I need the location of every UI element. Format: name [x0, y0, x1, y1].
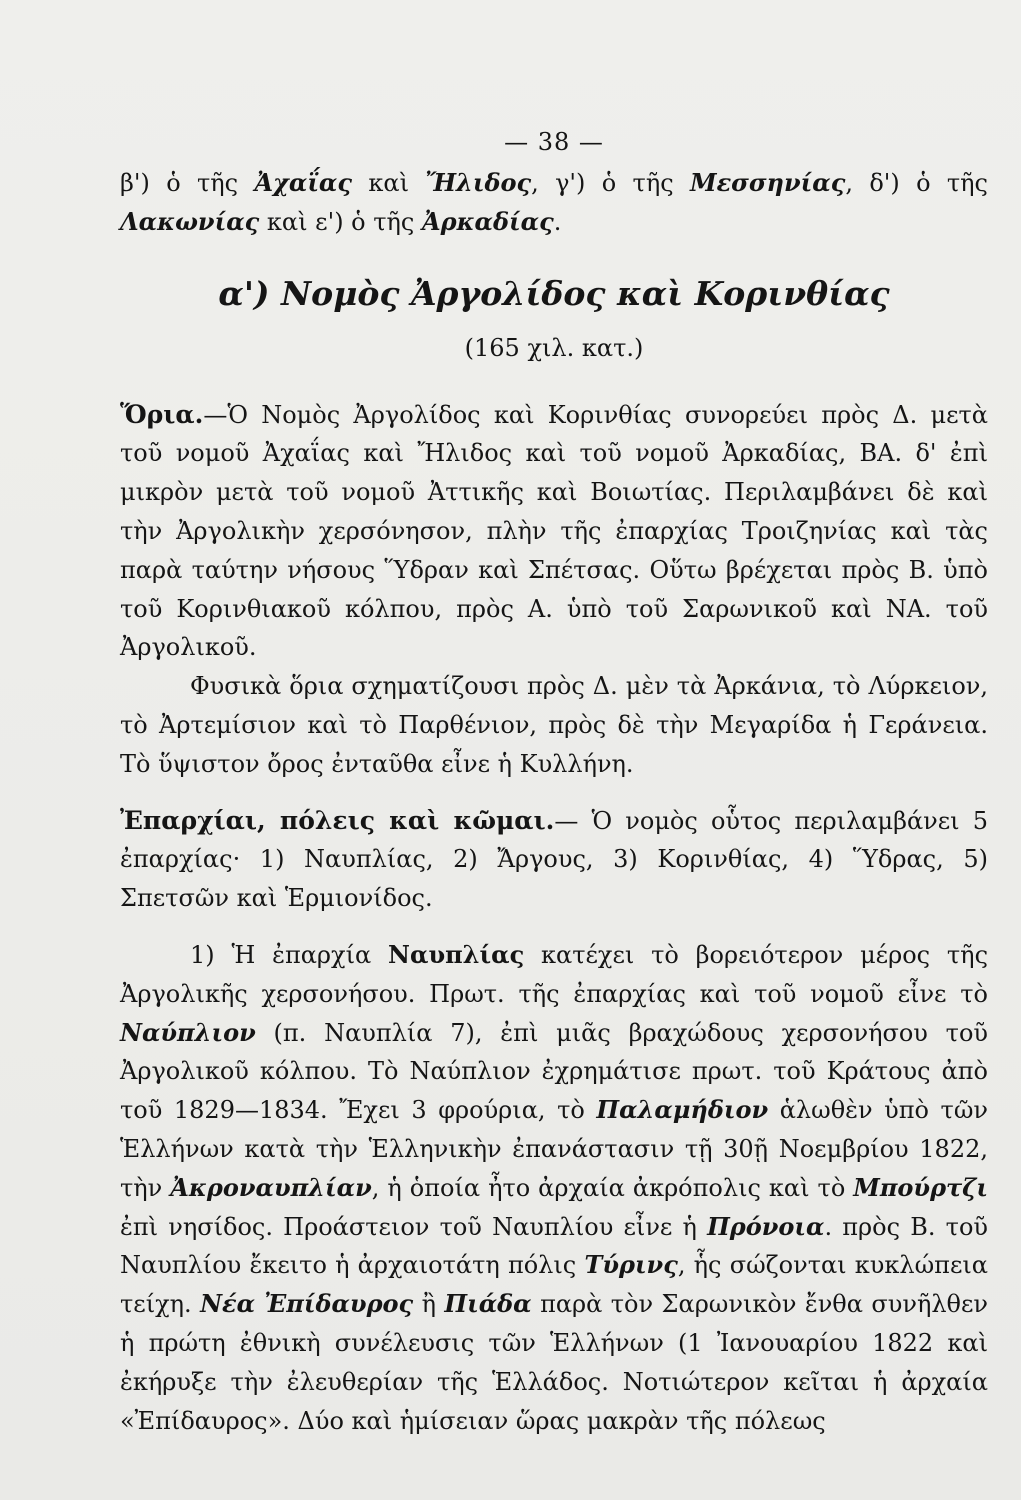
- intro-messinia: Μεσσηνίας: [690, 168, 846, 197]
- nafplia-text-9: ἢ: [413, 1290, 445, 1319]
- nafplia-text-2: κατέχει τὸ βορειότερον μέρος τῆς Ἀργολικῆς χερσονήσου. Πρωτ. τῆς ἐπαρχίας καὶ τοῦ νομοῦ εἶνε τὸ: [120, 940, 989, 1008]
- intro-text-5: καὶ ε') ὁ τῆς: [259, 207, 422, 236]
- intro-text-4: , δ') ὁ τῆς: [845, 169, 988, 197]
- page-content: [120, 120, 988, 1440]
- section-title: α') Νομὸς Ἀργολίδος καὶ Κορινθίας: [218, 273, 890, 313]
- natural-borders-paragraph: [120, 667, 988, 783]
- palamidion-name: Παλαμήδιον: [596, 1095, 769, 1125]
- provinces-paragraph: [120, 802, 988, 918]
- intro-lakonia: Λακωνίας: [120, 206, 260, 236]
- provinces-text: — Ὁ νομὸς οὗτος περιλαμβάνει 5 ἐπαρχίας· 1) Ναυπλίας, 2) Ἄργους, 3) Κορινθίας, 4) Ὕδρας, 5) Σπετσῶν καὶ Ἑρμιονίδος.: [120, 806, 989, 913]
- intro-achaia: Ἀχαΐας: [254, 168, 353, 197]
- borders-text: —Ὁ Νομὸς Ἀργολίδος καὶ Κορινθίας συνορεύει πρὸς Δ. μετὰ τοῦ νομοῦ Ἀχαΐας καὶ Ἤλιδος καὶ τοῦ νομοῦ Ἀρκαδίας, ΒΑ. δ' ἐπὶ μικρὸν μετὰ τοῦ νομοῦ Ἀττικῆς καὶ Βοιωτίας. Περιλαμβάνει δὲ καὶ τὴν Ἀργολικὴν χερσόνησον, πλὴν τῆς ἐπαρχίας Τροιζηνίας καὶ τὰς παρὰ ταύτην νήσους Ὕδραν καὶ Σπέτσας. Οὕτω βρέχεται πρὸς Β. ὑπὸ τοῦ Κορινθιακοῦ κόλπου, πρὸς Α. ὑπὸ τοῦ Σαρωνικοῦ καὶ ΝΑ. τοῦ Ἀργολικοῦ.: [120, 400, 988, 662]
- intro-text-2: καὶ: [352, 169, 426, 197]
- tiryns-name: Τύρινς: [584, 1250, 678, 1280]
- nafplia-paragraph: [120, 936, 988, 1440]
- intro-text-6: .: [553, 207, 562, 236]
- provinces-heading: Ἐπαρχίαι, πόλεις καὶ κῶμαι.: [120, 805, 555, 835]
- pronoia-name: Πρόνοια: [707, 1211, 825, 1241]
- borders-heading: Ὅρια.: [120, 399, 204, 429]
- natural-borders-text: Φυσικὰ ὅρια σχηματίζουσι πρὸς Δ. μὲν τὰ Ἀρκάνια, τὸ Λύρκειον, τὸ Ἀρτεμίσιον καὶ τὸ Παρθένιον, πρὸς δὲ τὴν Μεγαρίδα ἡ Γεράνεια. Τὸ ὕψιστον ὄρος ἐνταῦθα εἶνε ἡ Κυλλήνη.: [120, 672, 988, 778]
- intro-text-3: , γ') ὁ τῆς: [531, 169, 690, 197]
- nafplia-text-3: (π. Ναυπλία 7), ἐπὶ μιᾶς βραχώδους χερσονήσου τοῦ Ἀργολικοῦ κόλπου. Τὸ Ναύπλιον ἐχρημάτισε πρωτ. τοῦ Κράτους ἀπὸ τοῦ 1829—1834. Ἔχει 3 φρούρια, τὸ: [120, 1018, 988, 1125]
- nafplia-text-8: , ἧς σώζονται κυκλώπεια τείχη.: [120, 1251, 988, 1319]
- piada-name: Πιάδα: [444, 1289, 532, 1319]
- intro-text-1: β') ὁ τῆς: [120, 169, 255, 197]
- nafplia-text-1: 1) Ἡ ἐπαρχία: [190, 940, 389, 969]
- nafplia-text-10: παρὰ τὸν Σαρωνικὸν ἔνθα συνῆλθεν ἡ πρώτη ἐθνικὴ συνέλευσις τῶν Ἑλλήνων (1 Ἰανουαρίου 1822 καὶ ἐκήρυξε τὴν ἐλευθερίαν τῆς Ἑλλάδος. Νοτιώτερον κεῖται ἡ ἀρχαία «Ἐπίδαυρος». Δύο καὶ ἡμίσειαν ὥρας μακρὰν τῆς πόλεως: [120, 1290, 989, 1435]
- page-number: — 38 —: [504, 128, 604, 156]
- intro-ilis: Ἤλιδος: [425, 168, 532, 197]
- borders-paragraph: [120, 396, 988, 668]
- nafplion-name: Ναύπλιον: [120, 1017, 256, 1047]
- nafplia-text-5: , ἡ ὁποία ἦτο ἀρχαία ἀκρόπολις καὶ τὸ: [371, 1173, 854, 1202]
- nafplia-province-name: Ναυπλίας: [388, 939, 525, 969]
- bourtzi-name: Μπούρτζι: [853, 1172, 989, 1202]
- section-subtitle: (165 χιλ. κατ.): [464, 333, 644, 362]
- akronafplia-name: Ἀκροναυπλίαν: [170, 1172, 372, 1202]
- intro-paragraph: [120, 164, 988, 242]
- nafplia-text-4: ἁλωθὲν ὑπὸ τῶν Ἑλλήνων κατὰ τὴν Ἑλληνικὴν ἐπανάστασιν τῇ 30ῇ Νοεμβρίου 1822, τὴν: [120, 1096, 988, 1202]
- intro-arkadia: Ἀρκαδίας: [421, 206, 554, 236]
- nafplia-text-7: . πρὸς Β. τοῦ Ναυπλίου ἔκειτο ἡ ἀρχαιοτάτη πόλις: [120, 1212, 988, 1280]
- nea-epidavros-name: Νέα Ἐπίδαυρος: [200, 1289, 414, 1319]
- nafplia-text-6: ἐπὶ νησίδος. Προάστειον τοῦ Ναυπλίου εἶνε ἡ: [120, 1212, 708, 1241]
